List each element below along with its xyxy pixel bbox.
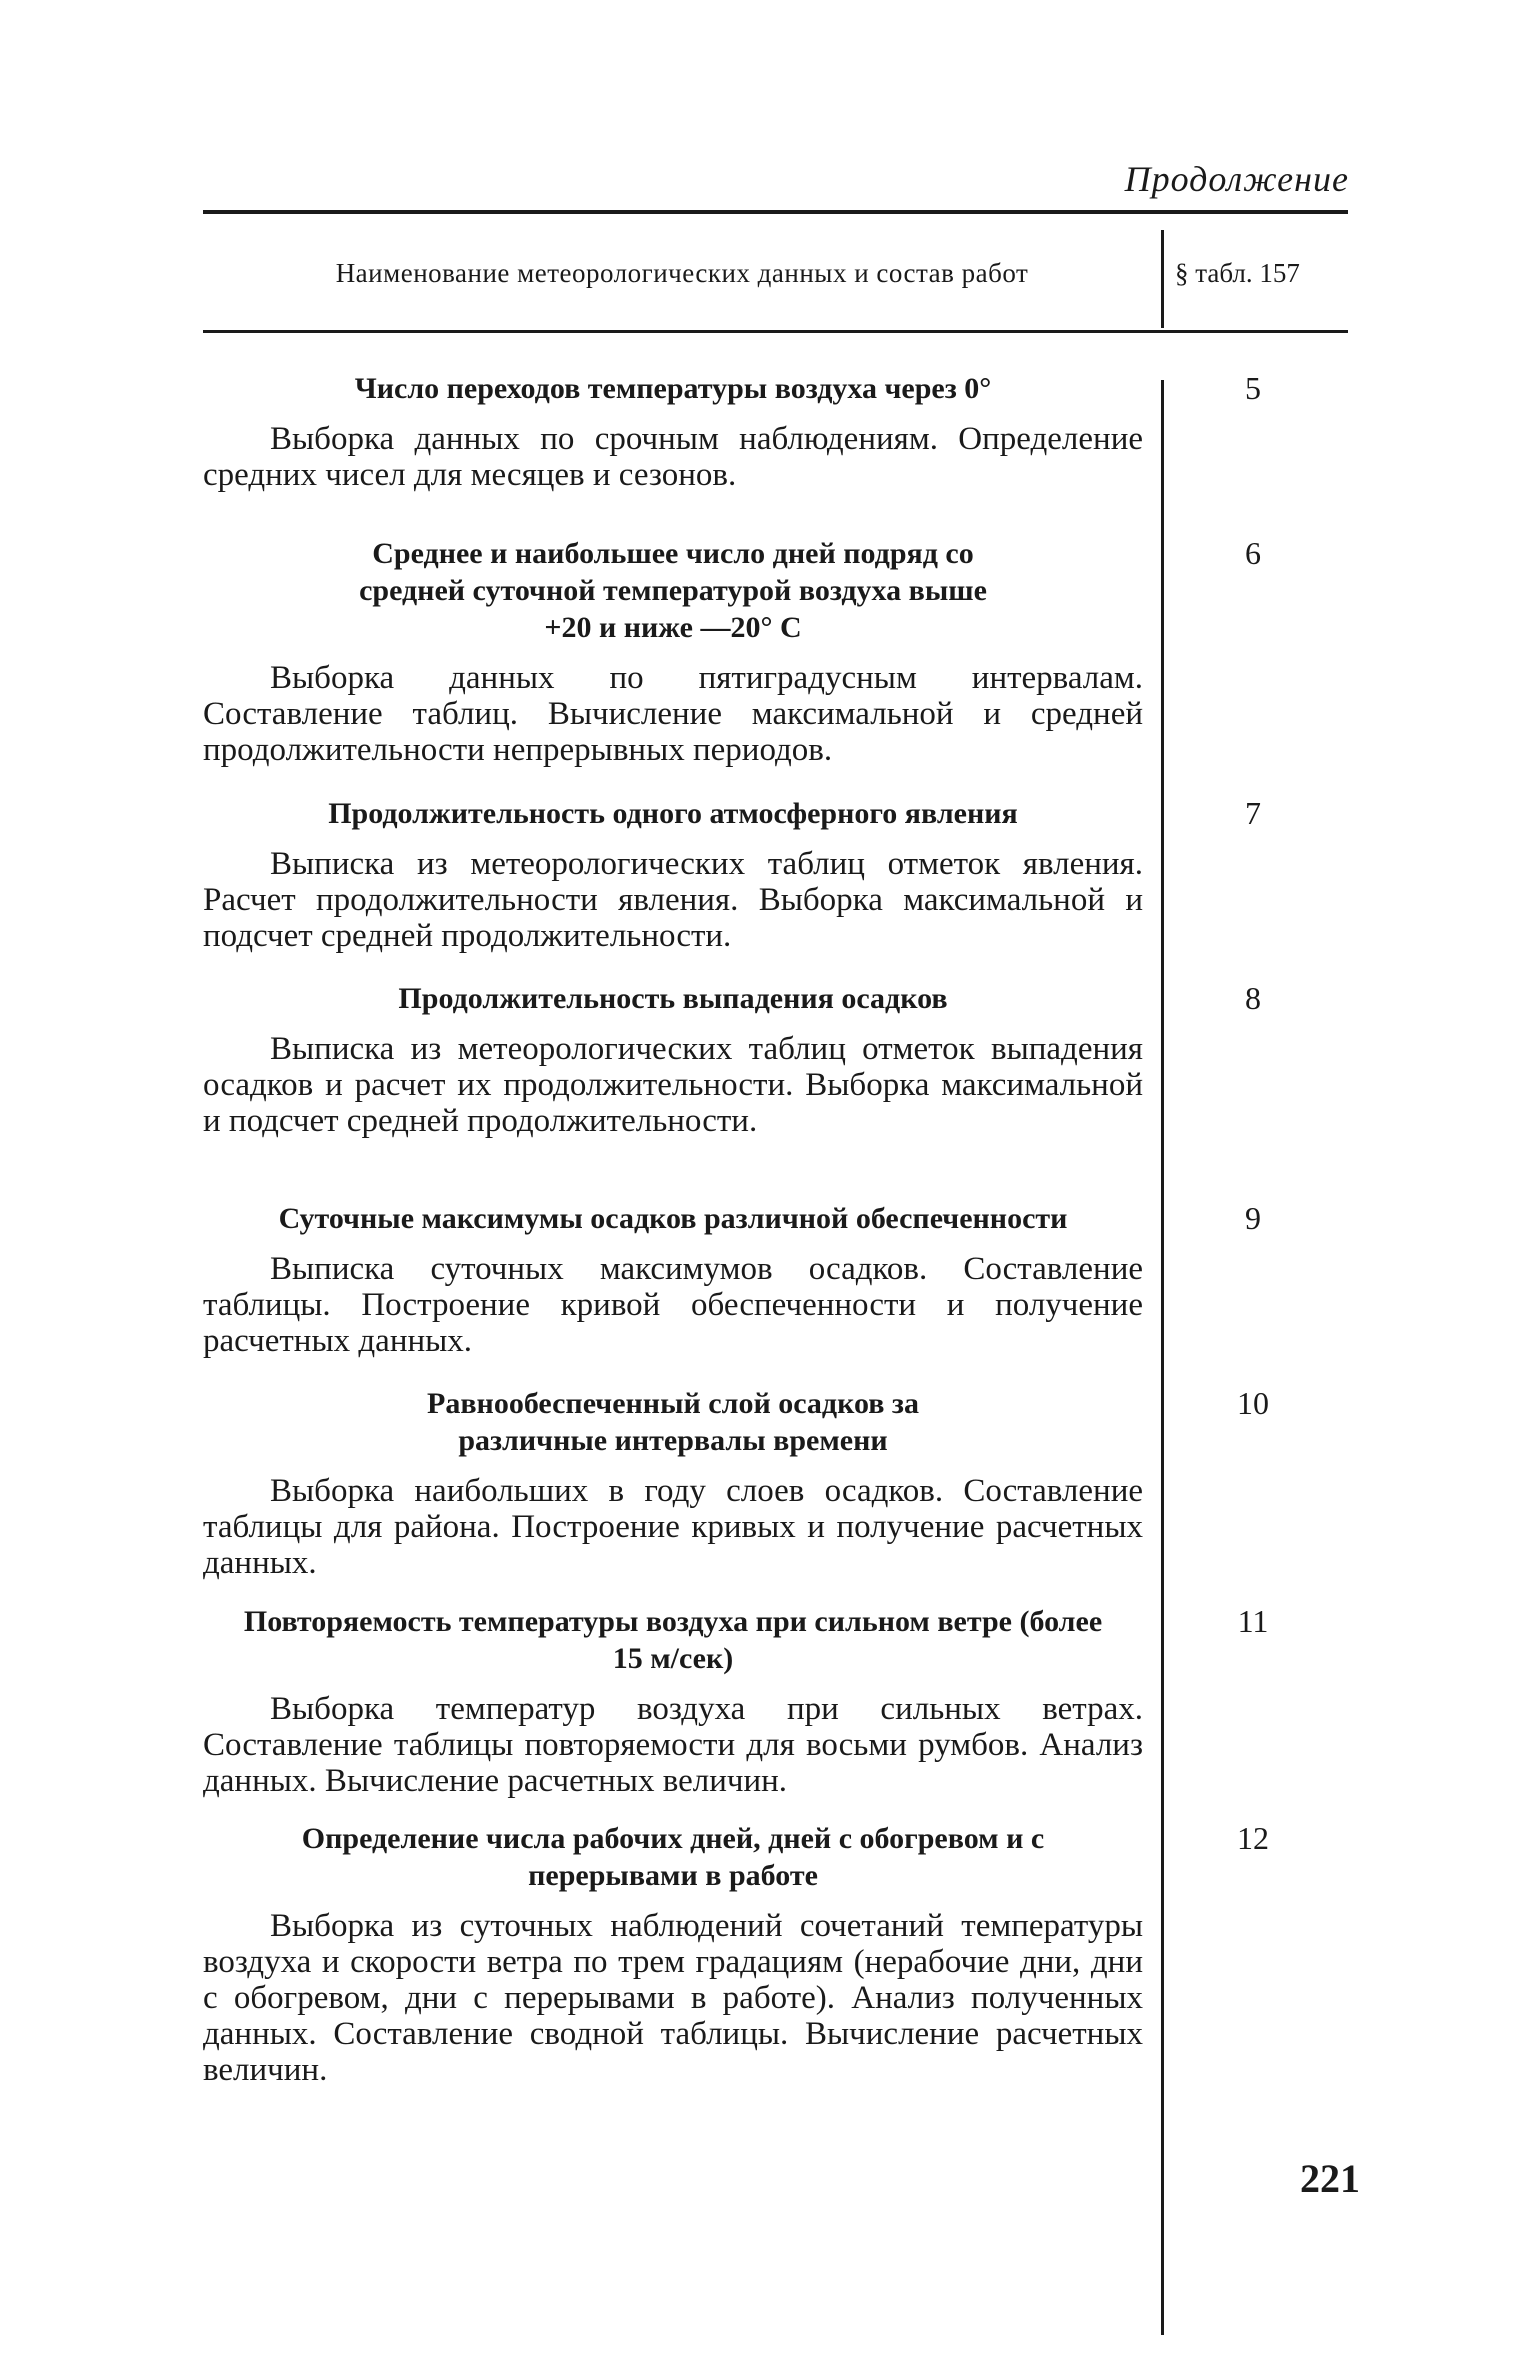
row-number: 10	[1237, 1385, 1269, 1421]
row-description: Выписка из метеорологических таблиц отметок выпадения осадков и расчет их продолжительности. Выборка максимальной и подсчет средней продолжительности.	[203, 1031, 1143, 1139]
column-header-name: Наименование метеорологических данных и состав работ	[335, 258, 1029, 288]
row-description: Выборка данных по пятиградусным интервалам. Составление таблиц. Вычисление максимальной и средней продолжительности непрерывных периодов.	[203, 660, 1143, 768]
column-header-ref: § табл. 157	[1175, 258, 1300, 288]
row-title: Равнообеспеченный слой осадков за различные интервалы времени	[427, 1387, 919, 1457]
row-description: Выписка суточных максимумов осадков. Составление таблицы. Построение кривой обеспеченности и получение расчетных данных.	[203, 1251, 1143, 1359]
row-title: Повторяемость температуры воздуха при сильном ветре (более 15 м/сек)	[243, 1605, 1103, 1675]
table-row	[203, 1820, 1348, 2088]
row-number: 8	[1245, 980, 1261, 1016]
row-description: Выборка наибольших в году слоев осадков. Составление таблицы для района. Построение кривых и получение расчетных данных.	[203, 1473, 1143, 1581]
row-description: Выписка из метеорологических таблиц отметок явления. Расчет продолжительности явления. Выборка максимальной и подсчет средней продолжительности.	[203, 846, 1143, 954]
row-number: 9	[1245, 1200, 1261, 1236]
table-row	[203, 1385, 1348, 1581]
row-description: Выборка температур воздуха при сильных ветрах. Составление таблицы повторяемости для восьми румбов. Анализ данных. Вычисление расчетных величин.	[203, 1691, 1143, 1799]
row-title: Продолжительность одного атмосферного явления	[328, 797, 1018, 830]
row-number: 7	[1245, 795, 1261, 831]
row-title: Число переходов температуры воздуха через 0°	[354, 372, 992, 405]
table-top-rule	[203, 210, 1348, 214]
row-number: 5	[1245, 370, 1261, 406]
row-title: Продолжительность выпадения осадков	[398, 982, 948, 1015]
header-bottom-rule	[203, 330, 1348, 333]
continuation-label: Продолжение	[1124, 159, 1349, 199]
row-title: Суточные максимумы осадков различной обеспеченности	[278, 1202, 1068, 1235]
row-description: Выборка из суточных наблюдений сочетаний температуры воздуха и скорости ветра по трем градациям (нерабочие дни, дни с обогревом, дни с перерывами в работе). Анализ полученных данных. Составление сводной таблицы. Вычисление расчетных величин.	[203, 1908, 1143, 2088]
row-title: Определение числа рабочих дней, дней с обогревом и с перерывами в работе	[301, 1822, 1045, 1892]
table-row	[203, 1200, 1348, 1359]
table-row	[203, 535, 1348, 768]
header-column-divider	[1161, 230, 1164, 328]
table-row	[203, 795, 1348, 954]
row-number: 12	[1237, 1820, 1269, 1856]
row-title: Среднее и наибольшее число дней подряд со средней суточной температурой воздуха выше +20 и ниже —20° С	[359, 537, 987, 644]
row-number: 11	[1237, 1603, 1269, 1639]
table-row	[203, 1603, 1348, 1799]
table-row	[203, 980, 1348, 1139]
row-description: Выборка данных по срочным наблюдениям. Определение средних чисел для месяцев и сезонов.	[203, 421, 1143, 493]
table-row	[203, 370, 1348, 493]
page-number: 221	[1300, 2156, 1360, 2201]
row-number: 6	[1245, 535, 1261, 571]
